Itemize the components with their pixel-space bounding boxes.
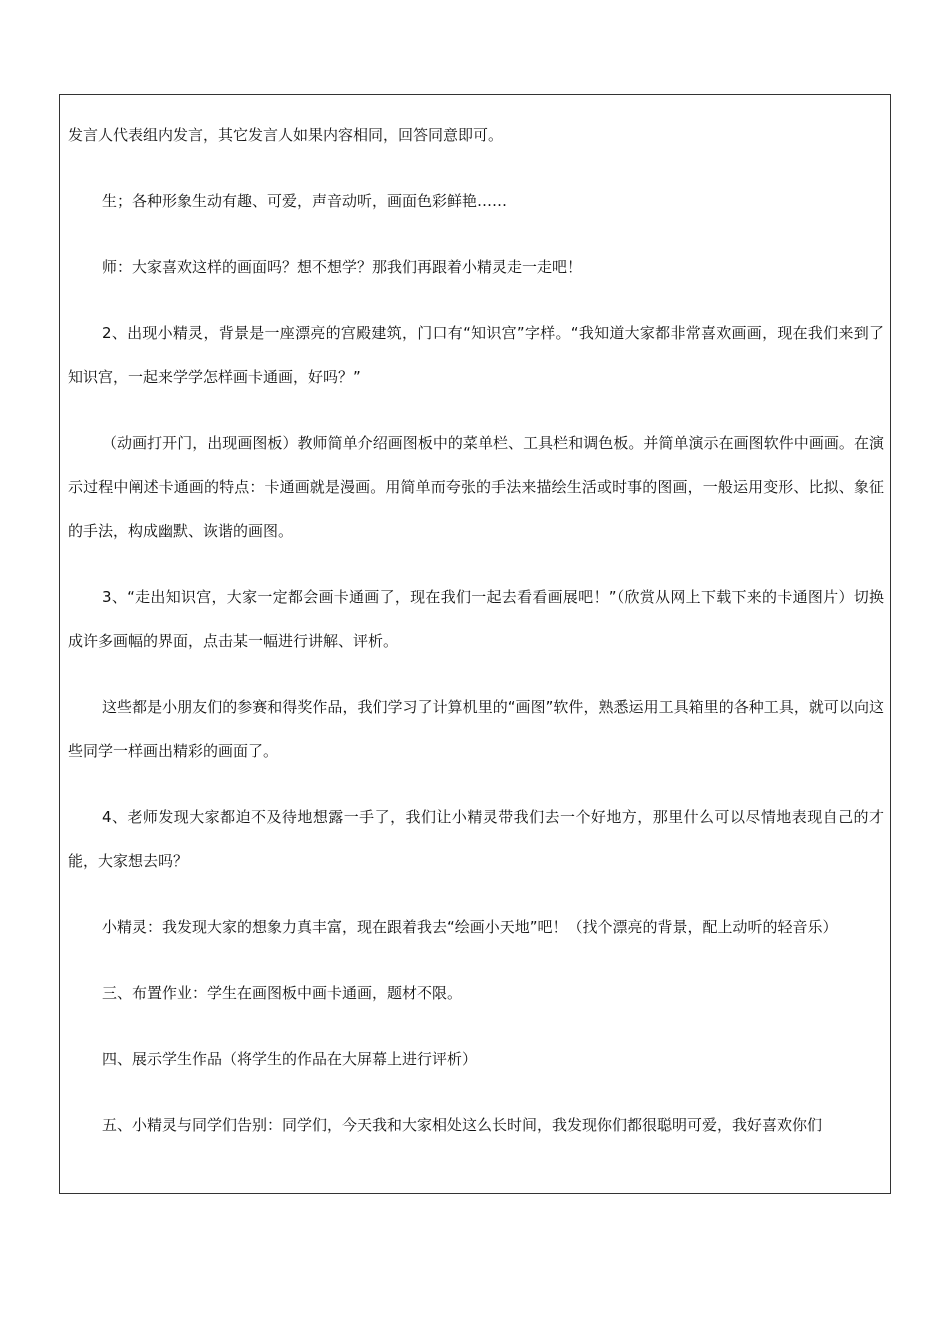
document-frame — [59, 94, 891, 1194]
paragraph-4: 2、出现小精灵，背景是一座漂亮的宫殿建筑，门口有“知识宫”字样。“我知道大家都非常喜欢画画，现在我们来到了知识宫，一起来学学怎样画卡通画，好吗？” — [68, 324, 884, 386]
paragraph-9: 小精灵：我发现大家的想象力真丰富，现在跟着我去“绘画小天地”吧！（找个漂亮的背景，配上动听的轻音乐） — [102, 918, 838, 936]
paragraph-11: 四、展示学生作品（将学生的作品在大屏幕上进行评析） — [102, 1050, 478, 1068]
paragraph-12: 五、小精灵与同学们告别：同学们，今天我和大家相处这么长时间，我发现你们都很聪明可爱，我好喜欢你们 — [102, 1116, 823, 1134]
paragraph-2: 生；各种形象生动有趣、可爱，声音动听，画面色彩鲜艳…… — [102, 192, 508, 210]
paragraph-5: （动画打开门，出现画图板）教师简单介绍画图板中的菜单栏、工具栏和调色板。并简单演示在画图软件中画画。在演示过程中阐述卡通画的特点：卡通画就是漫画。用简单而夸张的手法来描绘生活或时事的图画，一般运用变形、比拟、象征的手法，构成幽默、诙谐的画图。 — [68, 434, 884, 540]
paragraph-7: 这些都是小朋友们的参赛和得奖作品，我们学习了计算机里的“画图”软件，熟悉运用工具箱里的各种工具，就可以向这些同学一样画出精彩的画面了。 — [68, 698, 884, 760]
paragraph-8: 4、老师发现大家都迫不及待地想露一手了，我们让小精灵带我们去一个好地方，那里什么可以尽情地表现自己的才能，大家想去吗？ — [68, 808, 884, 870]
paragraph-3: 师：大家喜欢这样的画面吗？想不想学？那我们再跟着小精灵走一走吧！ — [102, 258, 583, 276]
paragraph-6: 3、“走出知识宫，大家一定都会画卡通画了，现在我们一起去看看画展吧！”（欣赏从网上下载下来的卡通图片）切换成许多画幅的界面，点击某一幅进行讲解、评析。 — [68, 588, 884, 650]
paragraph-10: 三、布置作业：学生在画图板中画卡通画，题材不限。 — [102, 984, 463, 1002]
paragraph-1: 发言人代表组内发言，其它发言人如果内容相同，回答同意即可。 — [68, 126, 504, 144]
document-body — [68, 113, 884, 1147]
